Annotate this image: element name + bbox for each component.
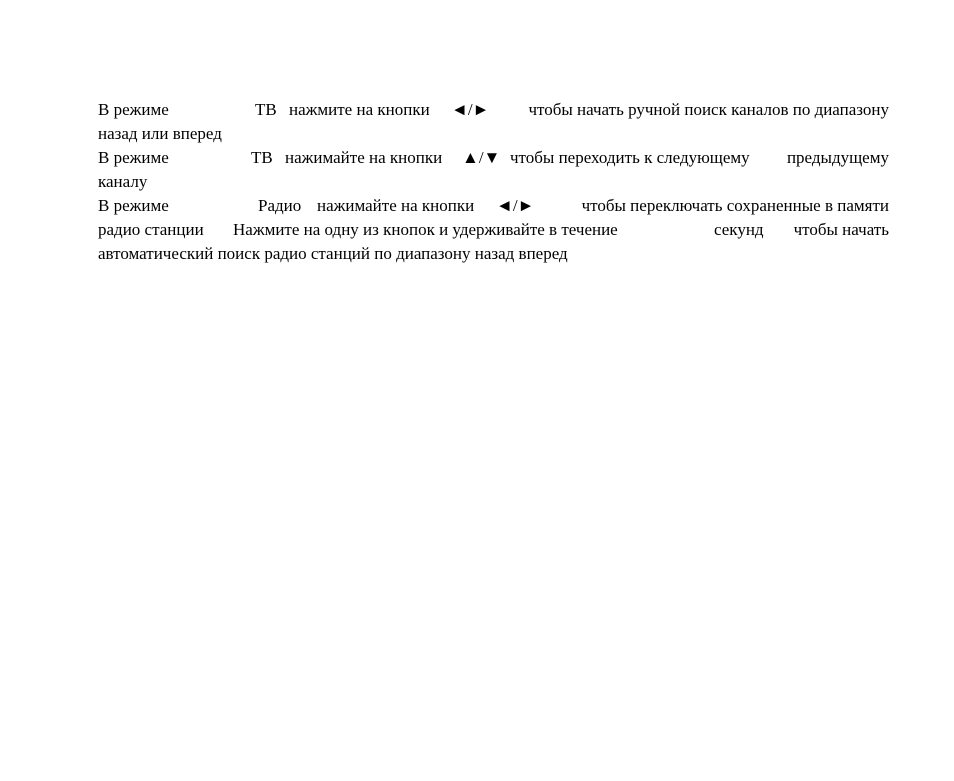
- left-right-arrows-icon: ◄/►: [451, 100, 490, 119]
- mode-radio: Радио: [258, 196, 302, 215]
- instruction-hold: Нажмите на одну из кнопок и удерживайте в течение: [233, 220, 618, 239]
- instruction-previous: предыдущему: [786, 148, 889, 167]
- paragraph-3-line-2: [98, 218, 889, 242]
- seconds-text: секунд: [714, 220, 764, 239]
- instruction-press: нажимайте на кнопки: [285, 148, 443, 167]
- instruction-switch-stations: чтобы переключать сохраненные в памяти: [581, 196, 889, 215]
- instruction-direction: назад или вперед: [98, 124, 222, 143]
- left-right-arrows-icon: ◄/►: [496, 196, 535, 215]
- mode-label: В режиме: [98, 196, 169, 215]
- instruction-press: нажмите на кнопки: [289, 100, 430, 119]
- paragraph-3-line-1: [98, 194, 889, 218]
- mode-tv: ТВ: [251, 148, 273, 167]
- instruction-press: нажимайте на кнопки: [317, 196, 475, 215]
- paragraph-1-line-1: [98, 98, 889, 122]
- paragraph-2-line-1: [98, 146, 889, 170]
- up-down-arrows-icon: ▲/▼: [462, 148, 501, 167]
- mode-label: В режиме: [98, 148, 169, 167]
- instruction-channel: каналу: [98, 172, 148, 191]
- instruction-auto-search: автоматический поиск радио станций по диапазону назад вперед: [98, 244, 568, 263]
- paragraph-3-line-3: [98, 242, 889, 266]
- mode-tv: ТВ: [255, 100, 277, 119]
- instruction-manual-search: чтобы начать ручной поиск каналов по диапазону: [528, 100, 889, 119]
- instruction-start: чтобы начать: [793, 220, 889, 239]
- instruction-next: чтобы переходить к следующему: [510, 148, 750, 167]
- paragraph-2-line-2: [98, 170, 889, 194]
- paragraph-1-line-2: [98, 122, 889, 146]
- radio-stations-text: радио станции: [98, 220, 204, 239]
- mode-label: В режиме: [98, 100, 169, 119]
